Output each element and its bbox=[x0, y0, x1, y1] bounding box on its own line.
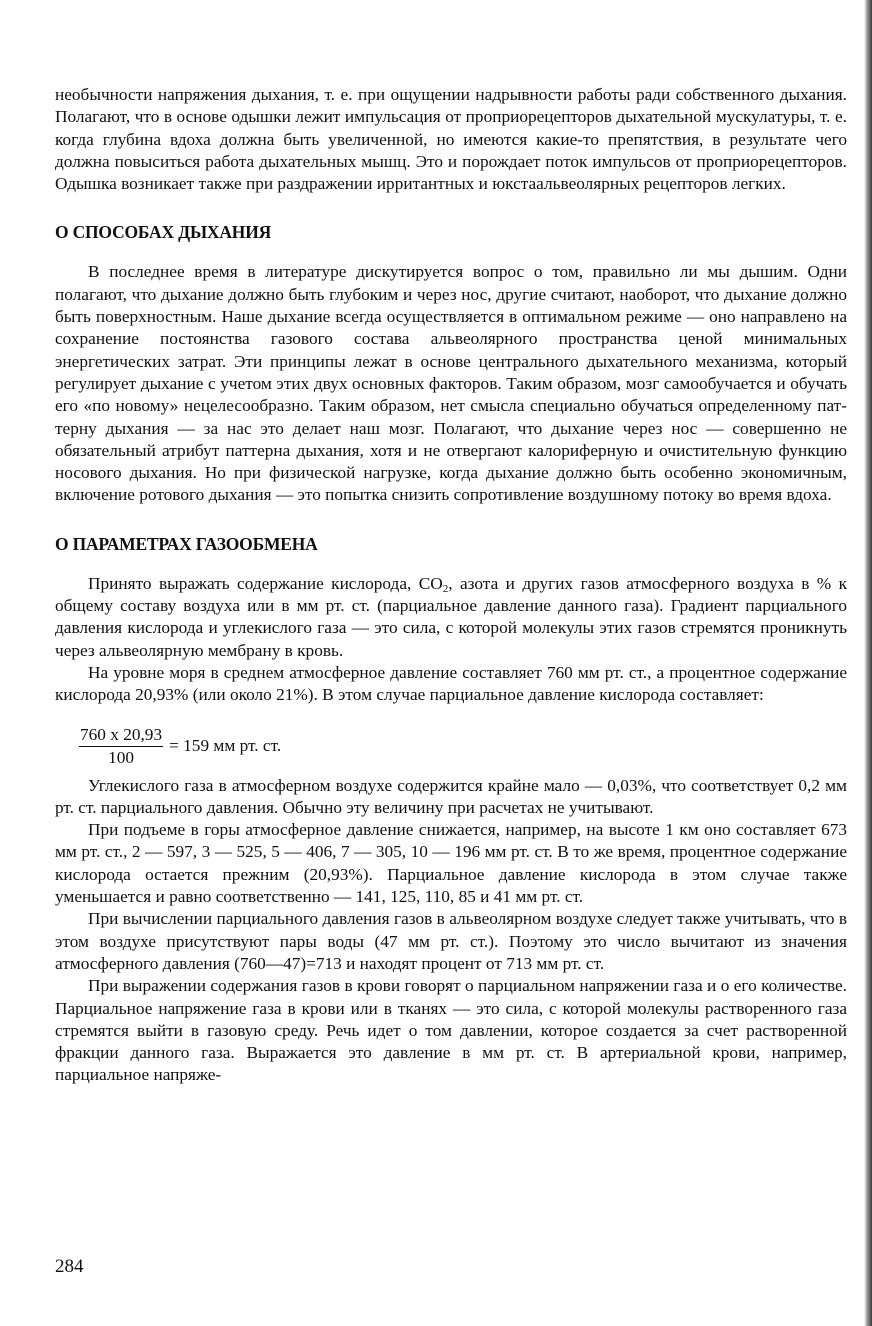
formula-denominator: 100 bbox=[108, 747, 134, 767]
gas-exchange-paragraph-5: При вычислении парциального давления газов в альвеолярном воздухе следует также учитывать, что в этом воздухе присутствуют пары воды (47 мм рт. ст.). Поэтому это число вычитают из значения атмосферного давления (760—47)=713 и находят процент от 713 мм рт. ст. bbox=[55, 909, 847, 973]
gas-exchange-paragraph-4: При подъеме в горы атмосферное давление снижается, например, на высоте 1 км оно составляет 673 мм рт. ст., 2 — 597, 3 — 525, 5 — 406, 7 — 305, 10 — 196 мм рт. ст. В то же время, процентное содержание кислорода остается прежним (20,93%). Парциальное давление кислорода в этом случае также уменьшается и равно соответственно — 141, 125, 110, 85 и 41 мм рт. ст. bbox=[55, 820, 847, 907]
formula-result: = 159 мм рт. ст. bbox=[169, 736, 282, 756]
p1-text-start: Принято выражать содержание кислорода, CO bbox=[88, 573, 443, 593]
p1-text-end: , азота и других газов атмосферного воздуха в % к общему составу воздуха или в мм рт. ст. (парциальное давление данного газа). Градиент парциального давления кислорода и углекислого газа — это сила, с которой молекулы этих газов стремятся проникнуть через альвеолярную мембрану в кровь. bbox=[55, 573, 847, 660]
gas-exchange-paragraph-2: На уровне моря в среднем атмосферное давление составляет 760 мм рт. ст., а процентное содержание кислорода 20,93% (или около 21%). В этом случае парциальное давление кислорода составляет: bbox=[55, 662, 847, 705]
gas-exchange-paragraph-1 bbox=[55, 573, 847, 662]
page-number: 284 bbox=[55, 1256, 84, 1277]
formula-numerator: 760 x 20,93 bbox=[79, 725, 163, 747]
page-edge-shadow bbox=[864, 0, 872, 1326]
intro-paragraph: необычности напряжения дыхания, т. е. при ощущении надрывности работы ради собственного дыхания. Полагают, что в основе одышки лежит импульсация от проприорецепторов дыхательной мускулатуры, т. е. когда глубина вдоха должна быть увеличенной, но имеются какие-то препятствия, в результате чего должна повыситься работа дыхательных мышц. Это и порождает поток импульсов от проприорецепторов. Одышка возникает также при раздражении ирритантных и юкстаальвеолярных рецепторов легких. bbox=[55, 85, 847, 194]
formula-fraction bbox=[79, 725, 163, 769]
gas-exchange-paragraph-3: Углекислого газа в атмосферном воздухе содержится крайне мало — 0,03%, что соответствует 0,2 мм рт. ст. парциального давления. Обычно эту величину при расчетах не учитывают. bbox=[55, 775, 847, 817]
co2-subscript: 2 bbox=[442, 582, 449, 595]
breathing-methods-paragraph: В последнее время в литературе дискутируется вопрос о том, правильно ли мы дышим. Одни полагают, что дыхание должно быть глубоким и через нос, другие считают, наоборот, что дыхание должно быть поверхностным. Наше дыхание всегда осуществляется в оптимальном режиме — оно направлено на сохранение постоянства газового состава альвеолярного пространства ценой минимальных энергетических затрат. Эти принципы лежат в основе центрального дыхательного механизма, который регулирует дыхание с учетом этих двух основных факторов. Таким образом, мозг самообучается и обучать его «по новому» нецелесообразно. Таким образом, нет смысла специально обучаться определенному паттерну дыхания — за нас это делает наш мозг. Полагают, что дыхание через нос — совершенно не обязательный атрибут паттерна дыхания, хотя и не отвергают калориферную и очистительную функцию носового дыхания. Но при физической нагрузке, когда дыхание должно быть особенно экономичным, включение ротового дыхания — это попытка снизить сопротивление воздушному потоку во время вдоха. bbox=[55, 262, 847, 505]
section-heading-breathing-methods: О СПОСОБАХ ДЫХАНИЯ bbox=[55, 222, 272, 243]
partial-pressure-formula bbox=[79, 725, 847, 769]
gas-exchange-paragraph-6: При выражении содержания газов в крови говорят о парциальном напряжении газа и о его количестве. Парциальное напряжение газа в крови или в тканях — это сила, с которой молекулы растворенного газа стремятся выйти в газовую среду. Речь идет о том давлении, которое создается за счет растворенной фракции данного газа. Выражается это давление в мм рт. ст. В артериальной крови, например, парциальное напряже- bbox=[55, 976, 847, 1085]
section-heading-gas-exchange: О ПАРАМЕТРАХ ГАЗООБМЕНА bbox=[55, 533, 318, 554]
page-content bbox=[55, 84, 847, 1087]
